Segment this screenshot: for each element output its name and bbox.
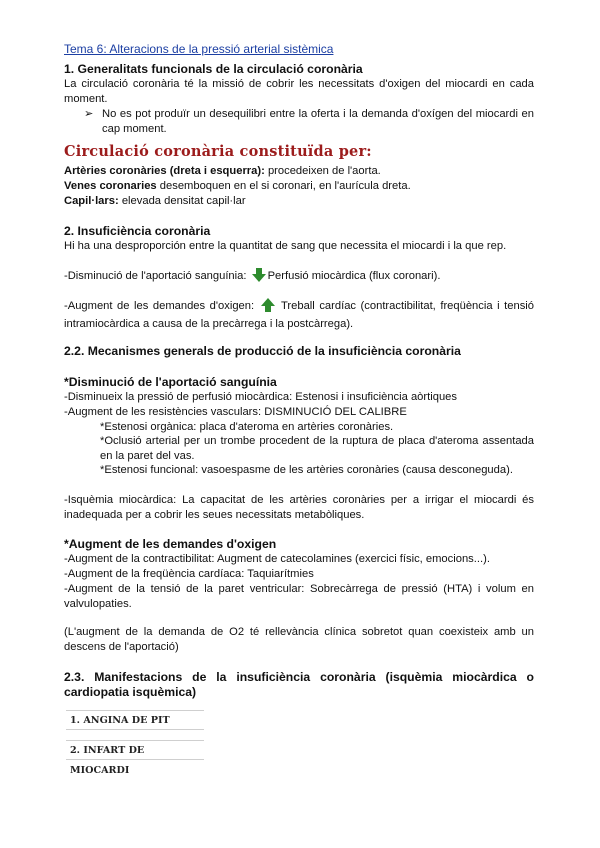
bullet-text: No es pot produïr un desequilibri entre la oferta i la demanda d'oxígen del miocardi en cap moment.: [102, 108, 534, 135]
mechanism-line: -Augment de les resistències vasculars: DISMINUCIÓ DEL CALIBRE: [64, 406, 407, 418]
item-term: Capil·lars:: [64, 195, 119, 207]
infarct-box: 2. INFART DE MIOCARDI: [66, 740, 204, 760]
line-text: Perfusió miocàrdica (flux coronari).: [267, 270, 441, 282]
demand-line: -Augment de la freqüència cardíaca: Taquiarítmies: [64, 568, 314, 580]
mechanism-subline: *Oclusió arterial per un trombe procedent de la ruptura de placa d'ateroma assentada en la paret del vas.: [100, 435, 534, 462]
subsection-increase-demand: *Augment de les demandes d'oxigen: [64, 537, 277, 551]
section-1-title: 1. Generalitats funcionals de la circulació coronària: [64, 62, 363, 76]
arrow-bullet-icon: ➢: [84, 108, 94, 120]
green-down-arrow-icon: [252, 268, 266, 287]
item-term: Artèries coronàries (dreta i esquerra):: [64, 165, 265, 177]
mechanism-subline: *Estenosi orgànica: placa d'ateroma en artèries coronàries.: [100, 421, 394, 433]
demand-line: -Augment de la contractibilitat: Augment de catecolamines (exercici físic, emocions...).: [64, 553, 490, 565]
line-label: -Disminució de l'aportació sanguínia:: [64, 270, 247, 282]
ischemia-definition: -Isquèmia miocàrdica: La capacitat de les artèries coronàries per a irrigar el miocardi és inadequada per a cobrir les seues necessitats metabòliques.: [64, 494, 534, 521]
item-desc: desemboquen en el si coronari, en l'aurícula dreta.: [156, 180, 411, 192]
section-2-title: 2. Insuficiència coronària: [64, 224, 211, 238]
item-desc: elevada densitat capil·lar: [118, 195, 246, 207]
line-text: Treball cardíac (contractibilitat, freqüència i tensió intramiocàrdica a causa de la precàrrega i la postcàrrega).: [64, 300, 535, 330]
section-2-2-title: 2.2. Mecanismes generals de producció de la insuficiència coronària: [64, 344, 461, 358]
item-desc: procedeixen de l'aorta.: [264, 165, 381, 177]
item-term: Venes coronaries: [64, 180, 157, 192]
increase-demand-line: [64, 298, 534, 332]
mechanism-subline: *Estenosi funcional: vasoespasme de les artèries coronàries (causa desconeguda).: [100, 464, 513, 476]
section-1-bullet: [84, 107, 534, 137]
circulation-title: Circulació coronària constituïda per:: [64, 143, 372, 160]
section-2-intro: Hi ha una desproporción entre la quantitat de sang que necessita el miocardi i la que rep.: [64, 240, 507, 252]
subsection-decrease-supply: *Disminució de l'aportació sanguínia: [64, 375, 277, 389]
green-up-arrow-icon: [261, 298, 275, 317]
line-label: -Augment de les demandes d'oxigen:: [64, 300, 255, 312]
circulation-item-capillaries: [64, 194, 534, 209]
topic-link[interactable]: Tema 6: Alteracions de la pressió arterial sistèmica: [64, 42, 334, 56]
circulation-item-veins: [64, 179, 534, 194]
demand-note: (L'augment de la demanda de O2 té rellevància clínica sobretot quan coexisteix amb un descens de l'aportació): [64, 626, 534, 653]
mechanism-line: -Disminueix la pressió de perfusió miocàrdica: Estenosi i insuficiència aòrtiques: [64, 391, 457, 403]
demand-line: -Augment de la tensió de la paret ventricular: Sobrecàrrega de pressió (HTA) i volum en valvulopaties.: [64, 583, 534, 610]
angina-box: 1. ANGINA DE PIT: [66, 710, 204, 730]
section-2-3-title: 2.3. Manifestacions de la insuficiència coronària (isquèmia miocàrdica o cardiopatia isquèmica): [64, 670, 534, 699]
section-1-intro: La circulació coronària té la missió de cobrir les necessitats d'oxigen del miocardi en cada moment.: [64, 78, 534, 105]
decrease-supply-line: [64, 268, 534, 287]
circulation-item-arteries: [64, 164, 534, 179]
